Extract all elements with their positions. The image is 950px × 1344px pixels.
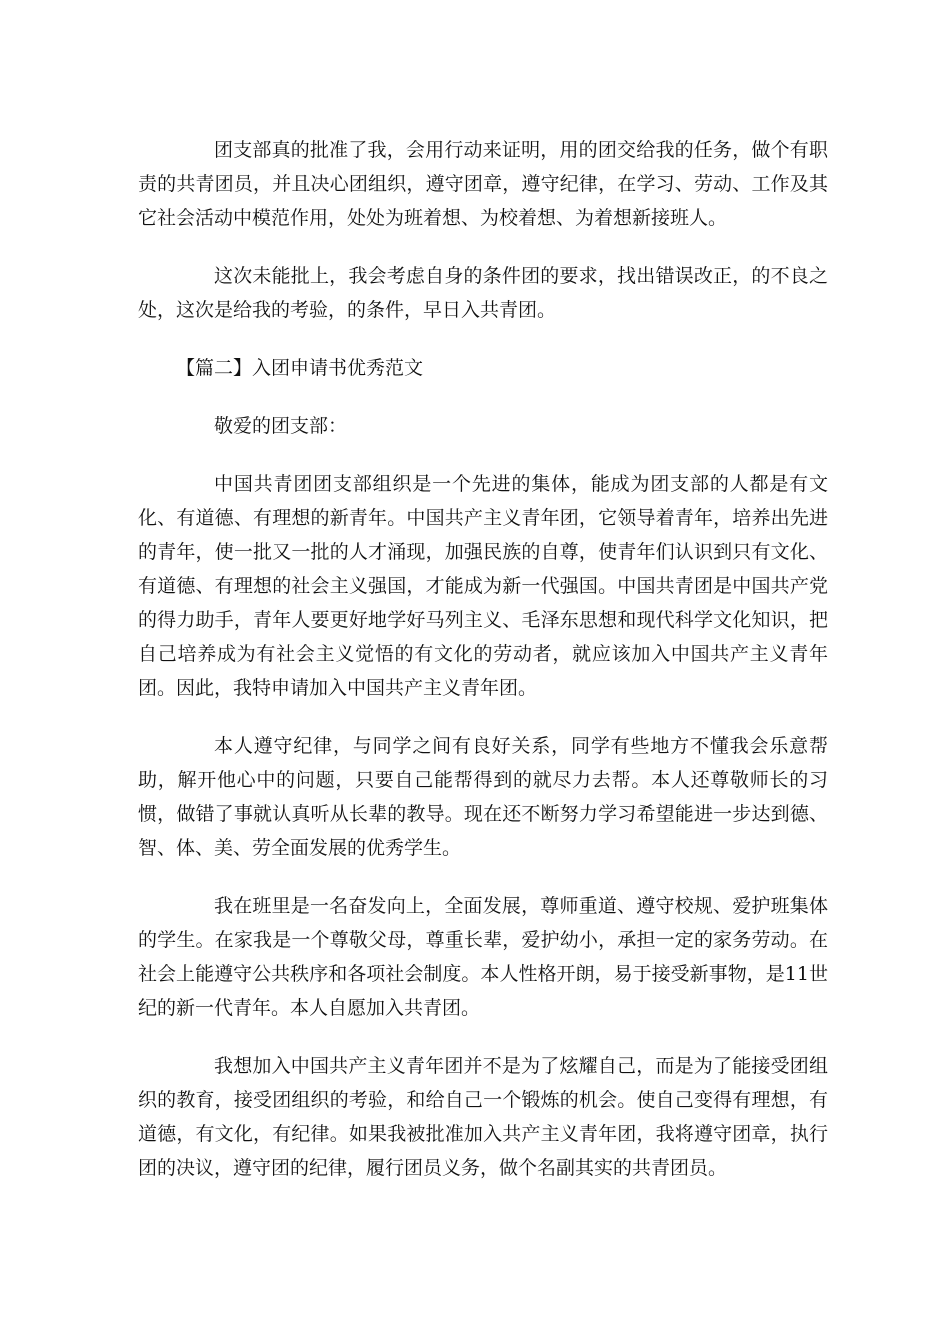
document-body bbox=[138, 133, 828, 1209]
section-heading: 【篇二】入团申请书优秀范文 bbox=[176, 357, 424, 379]
paragraph-2: 这次未能批上，我会考虑自身的条件团的要求，找出错误改正，的不良之处，这次是给我的考验，的条件，早日入共青团。 bbox=[138, 265, 828, 321]
paragraph-3: 中国共青团团支部组织是一个先进的集体，能成为团支部的人都是有文化、有道德、有理想的新青年。中国共产主义青年团，它领导着青年，培养出先进的青年，使一批又一批的人才涌现，加强民族的自尊，使青年们认识到只有文化、有道德、有理想的社会主义强国，才能成为新一代强国。中国共青团是中国共产党的得力助手，青年人要更好地学好马列主义、毛泽东思想和现代科学文化知识，把自己培养成为有社会主义觉悟的有文化的劳动者，就应该加入中国共产主义青年团。因此，我特申请加入中国共产主义青年团。 bbox=[138, 473, 828, 699]
salutation: 敬爱的团支部： bbox=[214, 415, 348, 437]
paragraph-6: 我想加入中国共产主义青年团并不是为了炫耀自己，而是为了能接受团组织的教育，接受团组织的考验，和给自己一个锻炼的机会。使自己变得有理想，有道德，有文化，有纪律。如果我被批准加入共产主义青年团，我将遵守团章，执行团的决议，遵守团的纪律，履行团员义务，做个名副其实的共青团员。 bbox=[138, 1055, 828, 1179]
paragraph-5: 我在班里是一名奋发向上，全面发展，尊师重道、遵守校规、爱护班集体的学生。在家我是一个尊敬父母，尊重长辈，爱护幼小，承担一定的家务劳动。在社会上能遵守公共秩序和各项社会制度。本人性格开朗，易于接受新事物，是11世纪的新一代青年。本人自愿加入共青团。 bbox=[138, 895, 828, 1019]
paragraph-1: 团支部真的批准了我，会用行动来证明，用的团交给我的任务，做个有职责的共青团员，并且决心团组织，遵守团章，遵守纪律，在学习、劳动、工作及其它社会活动中模范作用，处处为班着想、为校着想、为着想新接班人。 bbox=[138, 139, 828, 229]
paragraph-4: 本人遵守纪律，与同学之间有良好关系，同学有些地方不懂我会乐意帮助，解开他心中的问题，只要自己能帮得到的就尽力去帮。本人还尊敬师长的习惯，做错了事就认真听从长辈的教导。现在还不断努力学习希望能进一步达到德、智、体、美、劳全面发展的优秀学生。 bbox=[138, 735, 828, 859]
